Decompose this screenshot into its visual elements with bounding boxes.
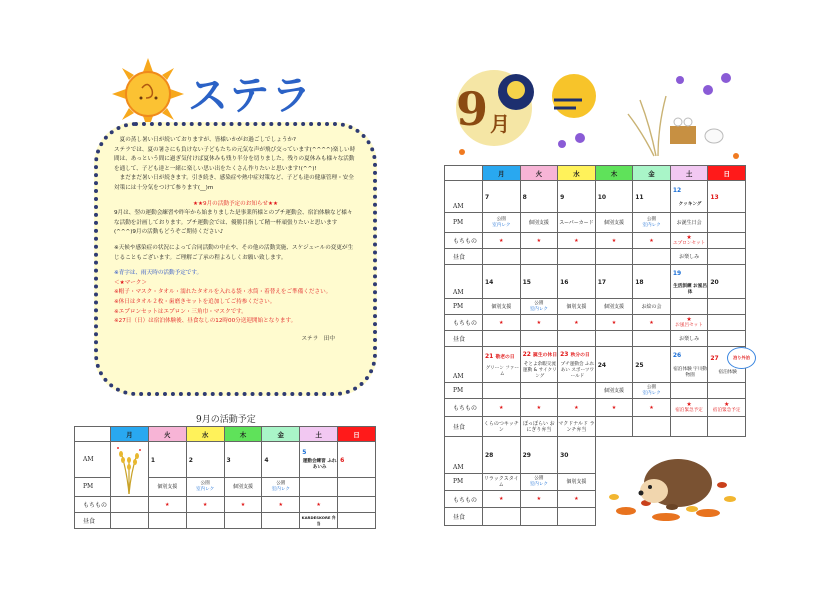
lunch-note: ぽっぽらい おにぎり弁当 [520,417,558,437]
empty-cell [558,508,596,525]
star-mark: ★ [558,233,596,249]
day-header: 日 [708,166,746,181]
letter-note: ※27日（日）は宿泊体験後、昼食なしの12時00分送迎開始となります。 [114,318,297,325]
activity: 公園 [646,216,657,222]
activity-cell [633,213,671,233]
activity-cell [262,477,300,496]
empty-cell [558,331,596,347]
letter-paragraph: ※天候や感染症の状況によって合同活動の中止や、その他の活動実施、スケジュールの変更が生じることもございます。ご理解ご了承の程よろしくお願い致します。 [114,244,354,261]
empty-cell [708,213,746,233]
empty-cell [633,249,671,265]
day-header: 水 [558,166,596,181]
lunch-note: お楽しみ [670,249,708,265]
date-cell: 30 [558,437,596,474]
items-note: お風呂セット [675,323,703,328]
activity: 個別支援 [148,477,186,496]
lunch-note: くらのつキッチン [483,417,521,437]
rain-activity: 室内レク [195,486,215,492]
sun-logo-icon [112,58,184,130]
date-cell: 20 [708,265,746,299]
day-header: 金 [262,427,300,442]
activity: グリーン ファーム [485,366,519,377]
date-cell [670,347,708,383]
empty-cell [633,417,671,437]
empty-cell [520,383,558,399]
date-cell: 11 [633,181,671,213]
activity: 公園 [200,480,210,486]
star-mark: ★ [595,399,633,417]
activity-cell [520,299,558,315]
date-cell: 9 [558,181,596,213]
empty-cell [483,383,521,399]
rain-activity: 室内レク [642,222,661,228]
letter-signature: ステラ 田中 [301,335,335,342]
activity: 公園 [496,216,506,222]
activity: 個別支援 [595,299,633,315]
brand-title: ステラ [188,73,314,119]
row-label-am: AM [445,437,483,474]
star-mark: ★ [558,399,596,417]
star-mark: ★ [483,233,521,249]
row-label-lunch: 昼食 [445,331,483,347]
row-label-pm: PM [445,473,483,490]
day-header: 土 [670,166,708,181]
row-label-items: もちもの [445,233,483,249]
star-mark: ★ [483,490,521,507]
letter-greeting: 夏の蒸し暑い日が続いておりますが、皆様いかがお過ごしでしょうか? [114,137,296,143]
lunch-note: お楽しみ [670,331,708,347]
date-number: 27 [710,355,719,362]
pampas-grass-icon [628,96,666,156]
empty-cell [300,477,338,496]
day-header: 金 [633,166,671,181]
empty-cell [595,331,633,347]
empty-cell [708,331,746,347]
rice-plant-icon [113,442,145,494]
letter-paragraph: ステラでは、夏の暑さにも負けない子どもたちの元気な声が飛び交っています(^^^^)楽しい時間は、あっという間に過ぎ気付けば夏休みも残り半分を切りました。残りの夏休みも様々な活動を通して、子ども達と一緒に楽しい思い出をたくさん作りたいと思います!(^^)! [114,146,356,172]
day-header: 木 [224,427,262,442]
date-number: 19 [672,269,682,277]
row-label-lunch: 昼食 [75,513,111,529]
date-cell [670,181,708,213]
empty-cell [483,331,521,347]
items-cell [670,233,708,249]
row-label-lunch: 昼食 [445,508,483,525]
star-mark: ★ [723,401,730,408]
date-cell: 29 [520,437,558,474]
day-header: 木 [595,166,633,181]
date-cell: 16 [558,265,596,299]
letter-note: ※帽子・マスク・タオル・濡れたタオルを入れる袋・水筒・着替えをご準備ください。 [114,289,332,296]
date-cell: 25 [633,347,671,383]
day-header: 火 [520,166,558,181]
star-mark: ★ [520,399,558,417]
date-cell: 2 [186,442,224,478]
activity-cell [520,473,558,490]
date-number: 5 [302,449,307,457]
empty-cell [558,383,596,399]
empty-cell [262,513,300,529]
empty-cell [670,299,708,315]
empty-cell [148,513,186,529]
row-label-am: AM [445,347,483,383]
letter-note: ※エプロンセットはエプロン・三角巾・マスクです。 [114,308,247,315]
empty-cell [595,417,633,437]
date-cell [520,347,558,383]
activity: 宿泊体験 宇川動物園 [673,367,707,378]
empty-cell [520,508,558,525]
rain-activity: 室内レク [529,481,548,487]
left-calendar [74,426,376,529]
activity: 個別支援 [558,299,596,315]
date-number-with-event: 22 誕生の休日 [522,351,558,358]
row-label-items: もちもの [445,399,483,417]
activity: スーパーカード [558,213,596,233]
day-header: 日 [338,427,376,442]
date-cell: 3 [224,442,262,478]
date-cell: 8 [520,181,558,213]
star-mark: ★ [686,401,692,408]
empty-cell [708,417,746,437]
activity: 個別支援 [558,473,596,490]
date-number: 26 [672,352,682,359]
speech-bubble: 泊り外泊 [727,347,756,369]
activity: 生活訓練 お風呂体 [673,283,707,295]
hedgehog-icon [596,437,746,523]
star-mark: ★ [633,233,671,249]
date-cell [558,347,596,383]
letter-note: ※青字は、雨天時の活動予定です。 [114,270,203,277]
empty-cell [186,513,224,529]
hedgehog-illustration [595,437,745,526]
empty-cell [224,513,262,529]
empty-cell [708,315,746,331]
star-mark: ★ [633,315,671,331]
empty-cell [633,331,671,347]
day-header: 水 [186,427,224,442]
row-label-am: AM [445,181,483,213]
date-cell [300,442,338,478]
empty-cell [558,249,596,265]
activity: 個別支援 [224,477,262,496]
items-note: エプロンセット [673,241,706,246]
activity: 個別支援 [595,383,633,399]
activity: プチ運動会 ふれあい スポーツワールド [560,362,595,379]
date-number-with-event: 23 秋分の日 [560,351,590,358]
activity: 公園 [276,480,286,486]
activity: 公園 [646,384,657,390]
items-note: 宿泊緊急予定 [675,408,703,413]
star-mark: ★ [595,233,633,249]
month-suffix: 月 [490,112,510,136]
activity: 運動会練習 ふれ あいみ [302,459,337,471]
activity: お絵の会 [633,299,671,315]
activity: お誕生日会 [670,213,708,233]
rice-illustration [111,442,149,497]
date-cell [670,265,708,299]
activity: 公園 [534,300,544,306]
date-number-with-event: 21 敬老の日 [485,353,515,360]
row-label-lunch: 昼食 [445,417,483,437]
star-mark: ★ [262,497,300,513]
row-label-pm: PM [445,299,483,315]
star-mark: ★ [520,233,558,249]
activity: リラックスタイム [483,473,521,490]
items-note: 宿泊緊急予定 [712,408,741,413]
star-mark: ★ [148,497,186,513]
date-cell: 28 [483,437,521,474]
rain-activity: 室内レク [492,222,511,228]
activity-cell [186,477,224,496]
star-mark: ★ [595,315,633,331]
empty-cell [111,513,149,529]
activity: クッキング [678,202,702,207]
letter-paragraph: まだまだ暑い日が続きます。引き続き、感染症や熱中症対策など、子ども達の健康管理・安全対策には十分気をつけて参ります(__)m [114,175,354,191]
moon-icon [552,74,596,118]
activity: 公園 [534,475,544,481]
star-mark: ★ [186,497,224,513]
day-header: 土 [300,427,338,442]
empty-cell [111,497,149,513]
empty-cell [520,331,558,347]
star-mark: ★ [558,490,596,507]
activity-cell [483,213,521,233]
row-label-am: AM [75,442,111,478]
row-label-lunch: 昼食 [445,249,483,265]
date-cell: 14 [483,265,521,299]
date-cell: 18 [633,265,671,299]
row-label-items: もちもの [445,315,483,331]
rain-activity: 室内レク [271,486,290,492]
star-mark: ★ [483,399,521,417]
items-cell [708,399,746,417]
star-mark: ★ [224,497,262,513]
activity: 個別支援 [595,213,633,233]
activity: 個別支援 [483,299,521,315]
empty-cell [483,249,521,265]
day-header: 火 [148,427,186,442]
empty-cell [520,249,558,265]
empty-cell [338,477,376,496]
lunch-note: KARDESKORE 弁当 [300,513,338,529]
date-cell: 7 [483,181,521,213]
star-mark: ★ [558,315,596,331]
date-cell: 6 [338,442,376,478]
empty-cell [708,233,746,249]
items-cell [670,315,708,331]
empty-cell [338,513,376,529]
empty-cell [338,497,376,513]
lunch-note: マクドナルド ランチ弁当 [558,417,596,437]
schedule-caption: 9月の活動予定 [196,415,256,425]
letter-note: ※休日はタオル２枚・歯磨きセットを追加してご持参ください。 [114,298,276,305]
activity: 個別支援 [520,213,558,233]
row-label-pm: PM [445,213,483,233]
dango-stand-icon [670,126,696,144]
date-cell: 1 [148,442,186,478]
right-calendar [444,165,746,526]
date-cell: 17 [595,265,633,299]
date-cell: 13 [708,181,746,213]
date-cell: 10 [595,181,633,213]
rain-activity: 室内レク [642,390,661,396]
star-mark: ★ [520,490,558,507]
letter-heading: ★★9月の活動予定のお知らせ★★ [193,200,278,207]
day-header: 月 [483,166,521,181]
letter-paragraph: 9月は、翌の運動会練習や昨年から始まりました是事業所様とのプチ運動会、宿泊体験など様々な活動を計画しております。プチ運動会では、優勝目指して精一杯頑張りたいと思います(^^^)9月の活動もどうぞご期待ください♪ [114,210,353,236]
star-mark: ★ [686,234,692,241]
date-number: 12 [672,187,682,194]
empty-cell [708,249,746,265]
date-cell: 24 [595,347,633,383]
star-mark: ★ [633,399,671,417]
activity: 宿泊体験 [718,370,737,375]
corner-cell [445,166,483,181]
empty-cell [708,383,746,399]
star-mark: ★ [300,497,338,513]
star-mark: ★ [520,315,558,331]
row-label-pm: PM [445,383,483,399]
row-label-pm: PM [75,477,111,496]
items-cell [670,399,708,417]
date-cell: 4 [262,442,300,478]
row-label-items: もちもの [75,497,111,513]
row-label-items: もちもの [445,490,483,507]
date-cell [483,347,521,383]
month-number: 9 [456,82,489,136]
empty-cell [670,383,708,399]
letter-note: ＜★マーク＞ [114,279,147,286]
empty-cell [708,299,746,315]
corner-cell [75,427,111,442]
rain-activity: 室内レク [529,306,548,312]
star-mark: ★ [686,316,692,323]
letter-box [94,122,377,396]
activity-cell [633,383,671,399]
rabbit-icon [705,129,723,143]
empty-cell [595,249,633,265]
empty-cell [483,508,521,525]
day-header: 月 [111,427,149,442]
star-mark: ★ [483,315,521,331]
empty-cell [670,417,708,437]
date-cell: 15 [520,265,558,299]
row-label-am: AM [445,265,483,299]
activity: そとよ余暇交流 運動 & サイクリング [523,362,557,379]
